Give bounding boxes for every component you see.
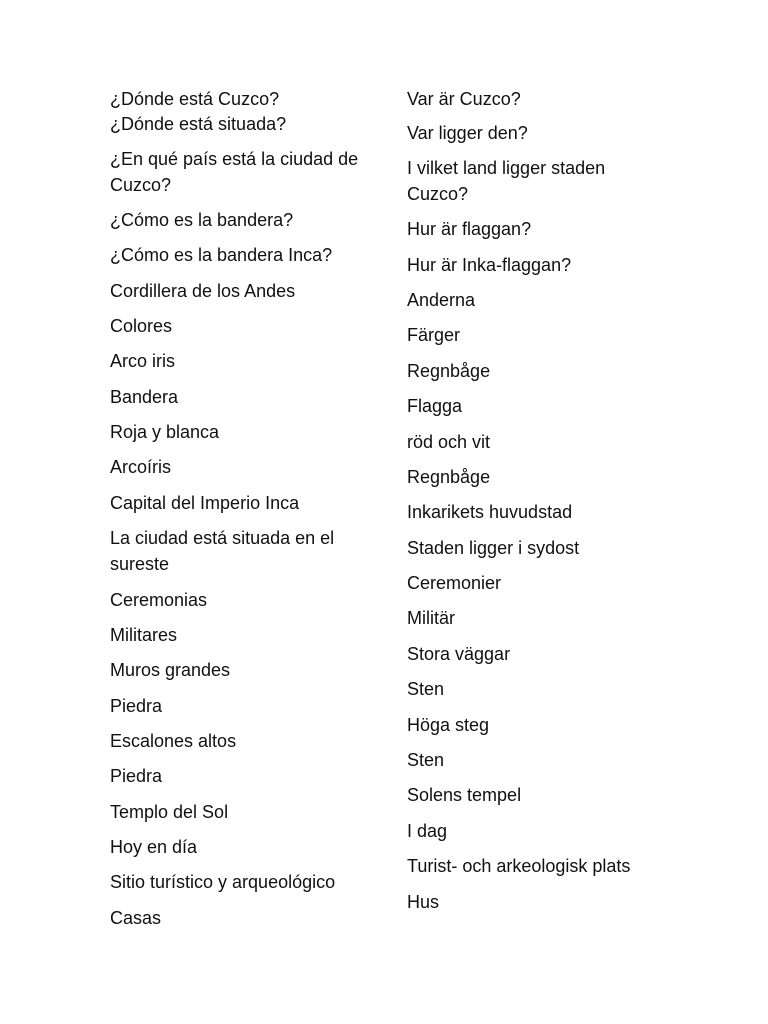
swedish-line: Ceremonier — [407, 573, 502, 593]
spanish-line: Arcoíris — [110, 457, 172, 477]
swedish-line: Var ligger den? — [407, 123, 528, 143]
swedish-line: Flagga — [407, 396, 463, 416]
swedish-line: Var är Cuzco? — [407, 89, 521, 109]
swedish-line: Stora väggar — [407, 644, 511, 664]
spanish-line: ¿Dónde está situada? — [110, 114, 287, 134]
swedish-line: Sten — [407, 750, 445, 770]
spanish-line: Militares — [110, 625, 178, 645]
swedish-line: Regnbåge — [407, 361, 491, 381]
swedish-line: Hus — [407, 892, 440, 912]
spanish-line: ¿Cómo es la bandera Inca? — [110, 245, 333, 265]
swedish-line: Cuzco? — [407, 184, 469, 204]
swedish-line: Sten — [407, 679, 445, 699]
spanish-line: Bandera — [110, 387, 179, 407]
swedish-line: Staden ligger i sydost — [407, 538, 580, 558]
spanish-line: Cuzco? — [110, 175, 172, 195]
swedish-line: Hur är Inka-flaggan? — [407, 255, 572, 275]
spanish-line: Templo del Sol — [110, 802, 229, 822]
spanish-line: Cordillera de los Andes — [110, 281, 296, 301]
swedish-line: Höga steg — [407, 715, 490, 735]
spanish-line: ¿En qué país está la ciudad de — [110, 149, 359, 169]
spanish-line: Roja y blanca — [110, 422, 220, 442]
swedish-line: Solens tempel — [407, 785, 522, 805]
spanish-line: Piedra — [110, 766, 163, 786]
spanish-line: La ciudad está situada en el — [110, 528, 335, 548]
spanish-line: ¿Dónde está Cuzco? — [110, 89, 280, 109]
swedish-line: I dag — [407, 821, 448, 841]
spanish-line: Hoy en día — [110, 837, 198, 857]
spanish-line: Capital del Imperio Inca — [110, 493, 300, 513]
spanish-line: Sitio turístico y arqueológico — [110, 872, 336, 892]
swedish-line: Inkarikets huvudstad — [407, 502, 573, 522]
spanish-line: Ceremonias — [110, 590, 208, 610]
swedish-line: I vilket land ligger staden — [407, 158, 606, 178]
swedish-line: Regnbåge — [407, 467, 491, 487]
spanish-line: Piedra — [110, 696, 163, 716]
spanish-line: ¿Cómo es la bandera? — [110, 210, 294, 230]
spanish-line: sureste — [110, 554, 170, 574]
spanish-line: Casas — [110, 908, 162, 928]
spanish-line: Arco iris — [110, 351, 176, 371]
swedish-line: Turist- och arkeologisk plats — [407, 856, 631, 876]
spanish-line: Escalones altos — [110, 731, 237, 751]
swedish-line: Hur är flaggan? — [407, 219, 532, 239]
swedish-line: Militär — [407, 608, 455, 628]
spanish-line: Colores — [110, 316, 173, 336]
swedish-line: Färger — [407, 325, 461, 345]
swedish-line: röd och vit — [407, 432, 491, 452]
spanish-line: Muros grandes — [110, 660, 231, 680]
swedish-line: Anderna — [407, 290, 476, 310]
